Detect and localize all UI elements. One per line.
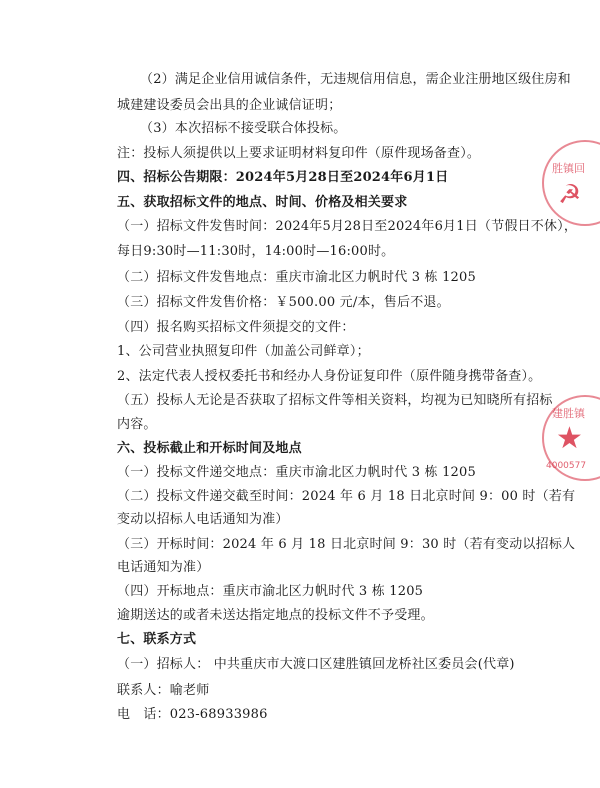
- text-line: 1、公司营业执照复印件（加盖公司鲜章）；: [117, 344, 370, 359]
- text-line: （2）满足企业信用诚信条件，无违规信用信息，需企业注册地区级住房和: [140, 72, 571, 87]
- seal-stamp-top: [542, 140, 600, 226]
- text-line: （五）投标人无论是否获取了招标文件等相关资料，均视为已知晓所有招标: [117, 393, 553, 408]
- seal-text: 建胜镇: [552, 407, 585, 420]
- text-line: （四）开标地点：重庆市渝北区力帆时代 3 栋 1205: [117, 584, 424, 599]
- section-heading: 七、联系方式: [117, 632, 197, 647]
- text-line: （一）投标文件递交地点：重庆市渝北区力帆时代 3 栋 1205: [117, 465, 476, 480]
- text-line: （二）投标文件递交截至时间：2024 年 6 月 18 日北京时间 9：00 时（若有: [117, 489, 576, 504]
- text-line: 联系人：喻老师: [117, 683, 210, 698]
- text-line: （一）招标人： 中共重庆市大渡口区建胜镇回龙桥社区委员会(代章): [117, 657, 515, 672]
- seal-text: 胜镇回: [552, 162, 585, 175]
- seal-number: 4000577: [546, 461, 587, 471]
- section-heading: 六、投标截止和开标时间及地点: [117, 441, 302, 456]
- text-line: 变动以招标人电话通知为准）: [117, 512, 289, 527]
- text-line: 逾期送达的或者未送达指定地点的投标文件不予受理。: [117, 608, 434, 623]
- text-line: 城建建设委员会出具的企业诚信证明；: [117, 98, 342, 113]
- text-line: （一）招标文件发售时间：2024年5月28日至2024年6月1日（节假日不休），: [117, 219, 578, 234]
- text-line: （3）本次招标不接受联合体投标。: [140, 121, 347, 136]
- text-line: （三）招标文件发售价格：￥500.00 元/本，售后不退。: [117, 295, 450, 310]
- section-heading: 四、招标公告期限：2024年5月28日至2024年6月1日: [117, 170, 449, 185]
- text-line: （三）开标时间：2024 年 6 月 18 日北京时间 9：30 时（若有变动以招标人: [117, 537, 576, 552]
- text-line: 2、法定代表人授权委托书和经办人身份证复印件（原件随身携带备查）。: [117, 369, 542, 384]
- star-icon: ★: [556, 421, 583, 456]
- text-line: 内容。: [117, 417, 157, 432]
- section-heading: 五、获取招标文件的地点、时间、价格及相关要求: [117, 195, 408, 210]
- text-line: 电 话：023-68933986: [117, 707, 268, 722]
- text-line: 电话通知为准）: [117, 560, 210, 575]
- text-line: 注：投标人须提供以上要求证明材料复印件（原件现场备查）。: [117, 146, 481, 161]
- text-line: （四）报名购买招标文件须提交的文件：: [117, 320, 355, 335]
- text-line: 每日9:30时—11:30时，14:00时—16:00时。: [117, 244, 395, 259]
- party-emblem-icon: ☭: [558, 180, 582, 210]
- text-line: （二）招标文件发售地点：重庆市渝北区力帆时代 3 栋 1205: [117, 270, 476, 285]
